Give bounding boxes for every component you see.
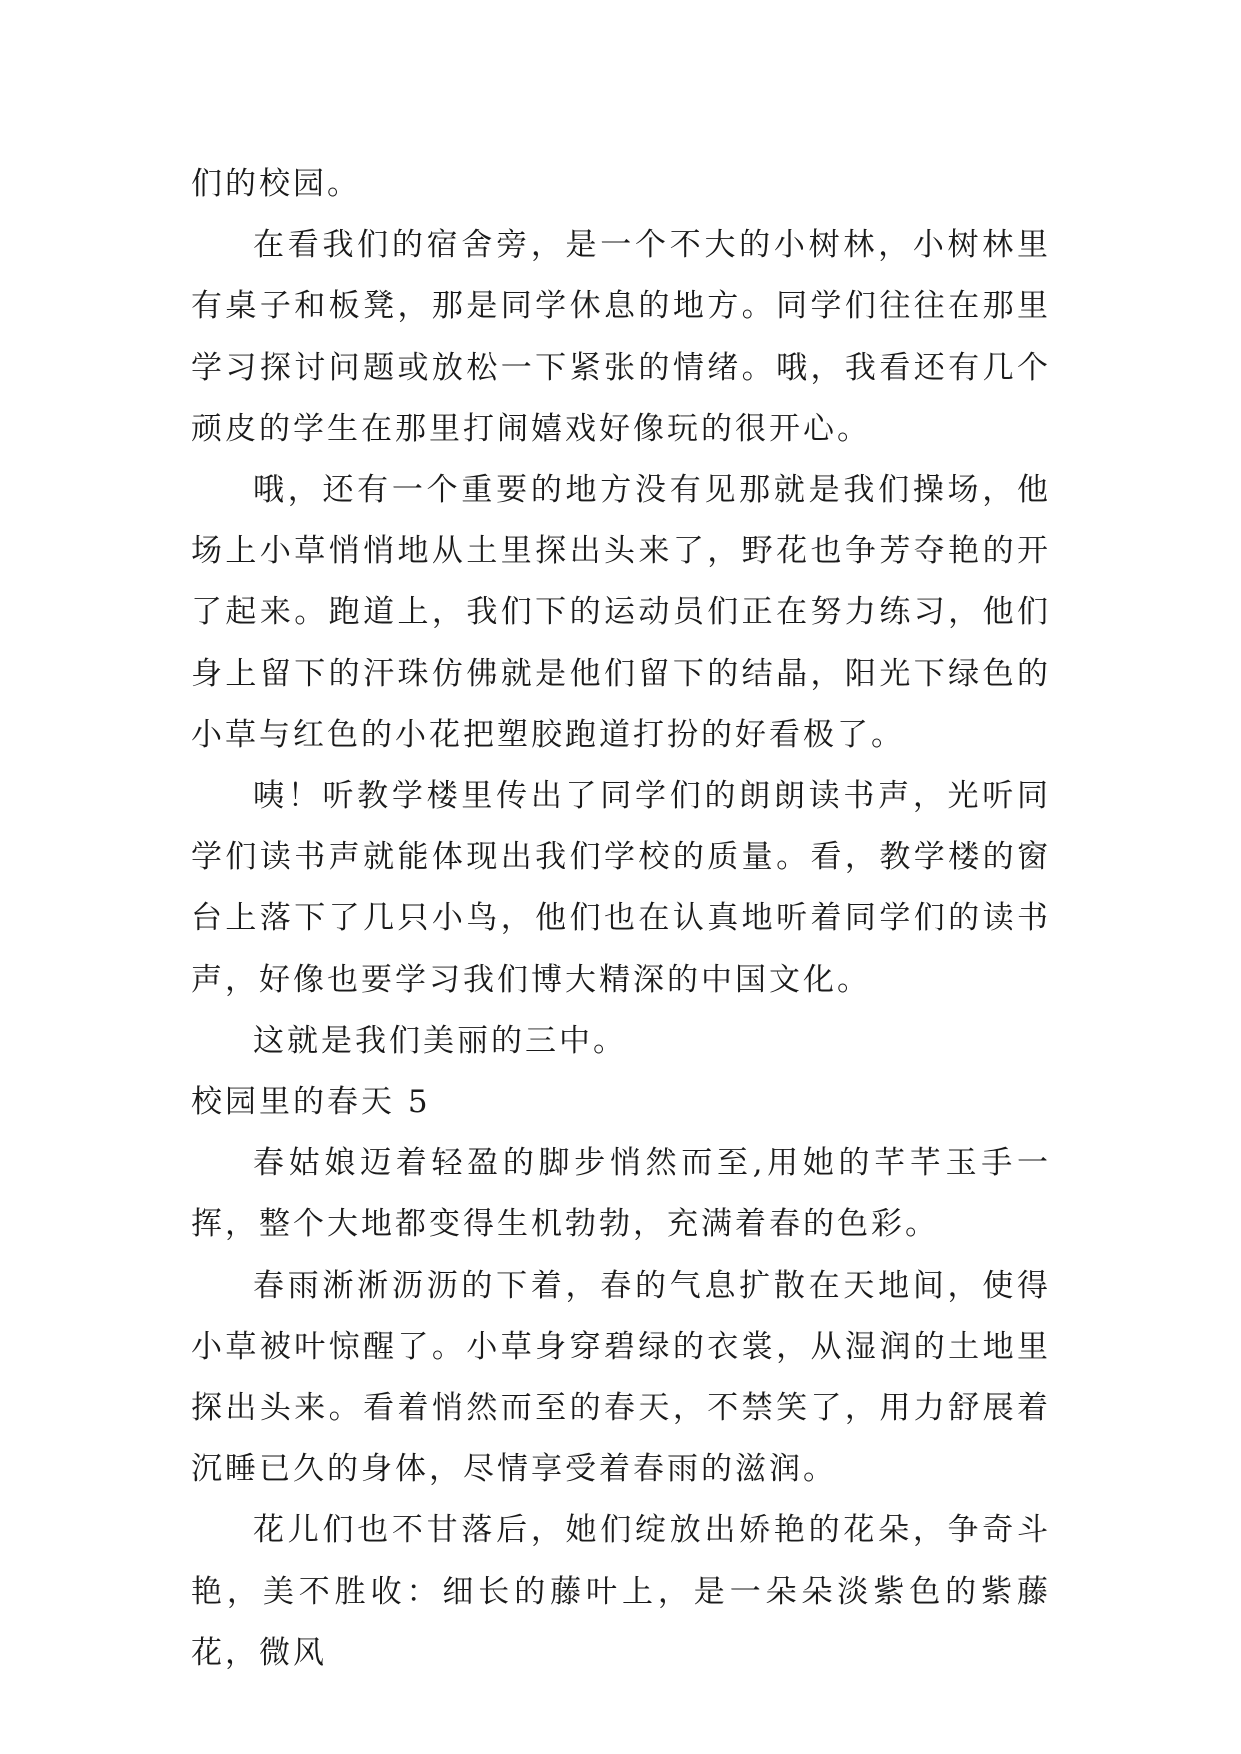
document-body: [191, 154, 1051, 1684]
section-heading: 校园里的春天 5: [191, 1084, 431, 1121]
paragraph-7: 春雨淅淅沥沥的下着，春的气息扩散在天地间，使得小草被叶惊醒了。小草身穿碧绿的衣裳，从湿润的土地里探出头来。看着悄然而至的春天，不禁笑了，用力舒展着沉睡已久的身体，尽情享受着春雨的滋润。: [191, 1267, 1051, 1488]
paragraph-6: 春姑娘迈着轻盈的脚步悄然而至,用她的芊芊玉手一挥，整个大地都变得生机勃勃，充满着春的色彩。: [191, 1145, 1051, 1243]
paragraph-2: 在看我们的宿舍旁，是一个不大的小树林，小树林里有桌子和板凳，那是同学休息的地方。同学们往往在那里学习探讨问题或放松一下紧张的情绪。哦，我看还有几个顽皮的学生在那里打闹嬉戏好像玩的很开心。: [191, 227, 1051, 447]
paragraph-4: 咦！听教学楼里传出了同学们的朗朗读书声，光听同学们读书声就能体现出我们学校的质量。看，教学楼的窗台上落下了几只小鸟，他们也在认真地听着同学们的读书声，好像也要学习我们博大精深的中国文化。: [191, 778, 1051, 998]
paragraph-1: 们的校园。: [191, 166, 361, 202]
paragraph-5: 这就是我们美丽的三中。: [253, 1022, 627, 1059]
paragraph-3: 哦，还有一个重要的地方没有见那就是我们操场，他场上小草悄悄地从土里探出头来了，野花也争芳夺艳的开了起来。跑道上，我们下的运动员们正在努力练习，他们身上留下的汗珠仿佛就是他们留下的结晶，阳光下绿色的小草与红色的小花把塑胶跑道打扮的好看极了。: [191, 472, 1051, 753]
paragraph-8: 花儿们也不甘落后，她们绽放出娇艳的花朵，争奇斗艳，美不胜收：细长的藤叶上，是一朵朵淡紫色的紫藤花，微风: [191, 1512, 1051, 1671]
